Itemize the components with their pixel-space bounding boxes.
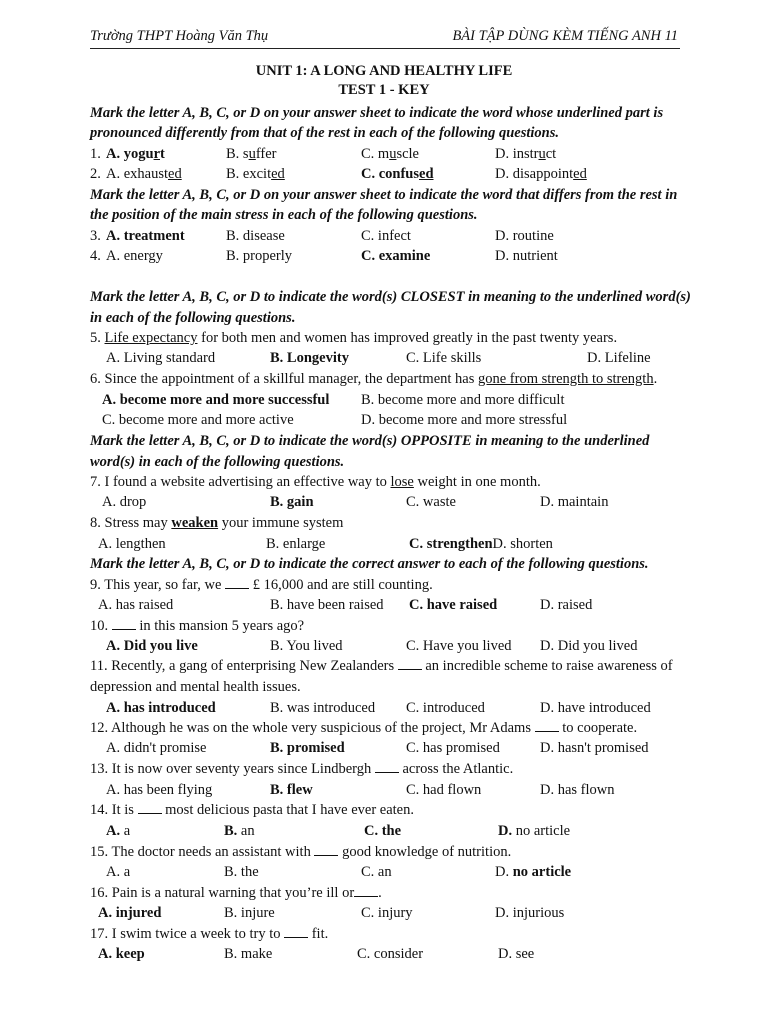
q2-option-c: C. confused (361, 166, 434, 182)
q1-option-c: C. muscle (361, 146, 419, 162)
q8-option-a: A. lengthen (98, 536, 166, 552)
q15-option-a: A. a (106, 864, 131, 880)
q13-option-b: B. flew (270, 782, 313, 798)
q8-stem: 8. Stress may weaken your immune system (90, 515, 344, 531)
q14-option-a: A. a (106, 823, 131, 839)
q14-option-b: B. an (224, 823, 255, 839)
q3-number: 3. (90, 228, 101, 244)
q4-option-b: B. properly (226, 248, 293, 264)
q16-stem: 16. Pain is a natural warning that you’re ill or . (90, 885, 382, 901)
q2-option-b: B. excited (226, 166, 285, 182)
q4-option-d: D. nutrient (495, 248, 558, 264)
q16-option-a: A. injured (98, 905, 162, 921)
q6-stem: 6. Since the appointment of a skillful manager, the department has gone from strength to strength. (90, 371, 658, 387)
q15-option-b: B. the (224, 864, 259, 880)
test-title: TEST 1 - KEY (338, 82, 430, 98)
q17-option-d: D. see (498, 946, 535, 962)
school-name: Trường THPT Hoàng Văn Thụ (90, 28, 269, 44)
q4-number: 4. (90, 248, 101, 264)
q14-option-c: C. the (364, 823, 402, 839)
q3-option-a: A. treatment (106, 228, 185, 244)
q7-option-d: D. maintain (540, 494, 609, 510)
q7-option-b: B. gain (270, 494, 314, 510)
unit-title: UNIT 1: A LONG AND HEALTHY LIFE (255, 63, 513, 79)
q17-stem: 17. I swim twice a week to try to fit. (90, 926, 329, 942)
q17-option-b: B. make (224, 946, 273, 962)
q15-stem: 15. The doctor needs an assistant with good knowledge of nutrition. (90, 844, 512, 860)
instruction-correct: Mark the letter A, B, C, or D to indicate the correct answer to each of the following questions. (90, 556, 649, 572)
q12-stem: 12. Although he was on the whole very suspicious of the project, Mr Adams to cooperate. (90, 720, 638, 736)
q7-option-c: C. waste (406, 494, 456, 510)
q9-stem: 9. This year, so far, we £ 16,000 and are still counting. (90, 577, 433, 593)
q8-options-c-d: C. strengthenD. shorten (409, 536, 553, 552)
q14-stem: 14. It is most delicious pasta that I have ever eaten. (90, 802, 414, 818)
instruction-stress-line2: the position of the main stress in each of the following questions. (90, 207, 478, 223)
q10-option-c: C. Have you lived (406, 638, 512, 654)
page-header (90, 26, 680, 49)
q5-option-c: C. Life skills (406, 350, 482, 366)
instruction-pronunciation-line2: pronounced differently from that of the rest in each of the following questions. (90, 125, 559, 141)
q9-option-a: A. has raised (98, 597, 174, 613)
q11-option-b: B. was introduced (270, 700, 376, 716)
q11-stem: 11. Recently, a gang of enterprising New Zealanders an incredible scheme to raise awareness of (90, 658, 673, 674)
instruction-opposite-line1: Mark the letter A, B, C, or D to indicate the word(s) OPPOSITE in meaning to the underlined (90, 433, 650, 449)
q11-option-d: D. have introduced (540, 700, 651, 716)
book-title: BÀI TẬP DÙNG KÈM TIẾNG ANH 11 (452, 28, 678, 44)
q15-option-d: D. no article (495, 864, 572, 880)
q12-option-b: B. promised (270, 740, 345, 756)
q9-option-d: D. raised (540, 597, 593, 613)
q5-option-d: D. Lifeline (587, 350, 651, 366)
instruction-closest-line1: Mark the letter A, B, C, or D to indicate the word(s) CLOSEST in meaning to the underlined word(s) (90, 289, 691, 305)
q9-option-b: B. have been raised (270, 597, 384, 613)
q13-option-c: C. had flown (406, 782, 482, 798)
q3-option-d: D. routine (495, 228, 554, 244)
q6-option-a: A. become more and more successful (102, 392, 330, 408)
q9-option-c: C. have raised (409, 597, 498, 613)
q16-option-b: B. injure (224, 905, 275, 921)
q10-option-b: B. You lived (270, 638, 343, 654)
q12-option-a: A. didn't promise (106, 740, 207, 756)
q11-stem-line2: depression and mental health issues. (90, 679, 301, 695)
q4-option-c: C. examine (361, 248, 431, 264)
q5-option-b: B. Longevity (270, 350, 349, 366)
q12-option-c: C. has promised (406, 740, 500, 756)
q2-option-d: D. disappointed (495, 166, 587, 182)
q7-option-a: A. drop (102, 494, 147, 510)
q10-option-a: A. Did you live (106, 638, 198, 654)
q12-option-d: D. hasn't promised (540, 740, 649, 756)
q13-option-d: D. has flown (540, 782, 615, 798)
q2-option-a: A. exhausted (106, 166, 182, 182)
q11-option-a: A. has introduced (106, 700, 216, 716)
q1-option-a: A. yogurt (106, 146, 165, 162)
instruction-opposite-line2: word(s) in each of the following questions. (90, 454, 345, 470)
q4-option-a: A. energy (106, 248, 163, 264)
q3-option-b: B. disease (226, 228, 285, 244)
q15-option-c: C. an (361, 864, 392, 880)
q5-option-a: A. Living standard (106, 350, 216, 366)
q17-option-a: A. keep (98, 946, 145, 962)
q8-option-b: B. enlarge (266, 536, 326, 552)
q14-option-d: D. no article (498, 823, 571, 839)
q1-option-b: B. suffer (226, 146, 277, 162)
q13-option-a: A. has been flying (106, 782, 213, 798)
q11-option-c: C. introduced (406, 700, 485, 716)
q1-number: 1. (90, 146, 101, 162)
q16-option-d: D. injurious (495, 905, 565, 921)
instruction-closest-line2: in each of the following questions. (90, 310, 296, 326)
q5-stem: 5. Life expectancy for both men and women has improved greatly in the past twenty years. (90, 330, 618, 346)
q6-option-c: C. become more and more active (102, 412, 294, 428)
q7-stem: 7. I found a website advertising an effective way to lose weight in one month. (90, 474, 541, 490)
q13-stem: 13. It is now over seventy years since Lindbergh across the Atlantic. (90, 761, 514, 777)
q16-option-c: C. injury (361, 905, 413, 921)
q1-option-d: D. instruct (495, 146, 557, 162)
instruction-pronunciation-line1: Mark the letter A, B, C, or D on your answer sheet to indicate the word whose underlined part is (90, 105, 664, 121)
q6-option-b: B. become more and more difficult (361, 392, 565, 408)
q10-option-d: D. Did you lived (540, 638, 638, 654)
q2-number: 2. (90, 166, 101, 182)
q17-option-c: C. consider (357, 946, 424, 962)
q10-stem: 10. in this mansion 5 years ago? (90, 618, 305, 634)
instruction-stress-line1: Mark the letter A, B, C, or D on your answer sheet to indicate the word that differs from the rest in (90, 187, 678, 203)
q6-option-d: D. become more and more stressful (361, 412, 568, 428)
q3-option-c: C. infect (361, 228, 411, 244)
